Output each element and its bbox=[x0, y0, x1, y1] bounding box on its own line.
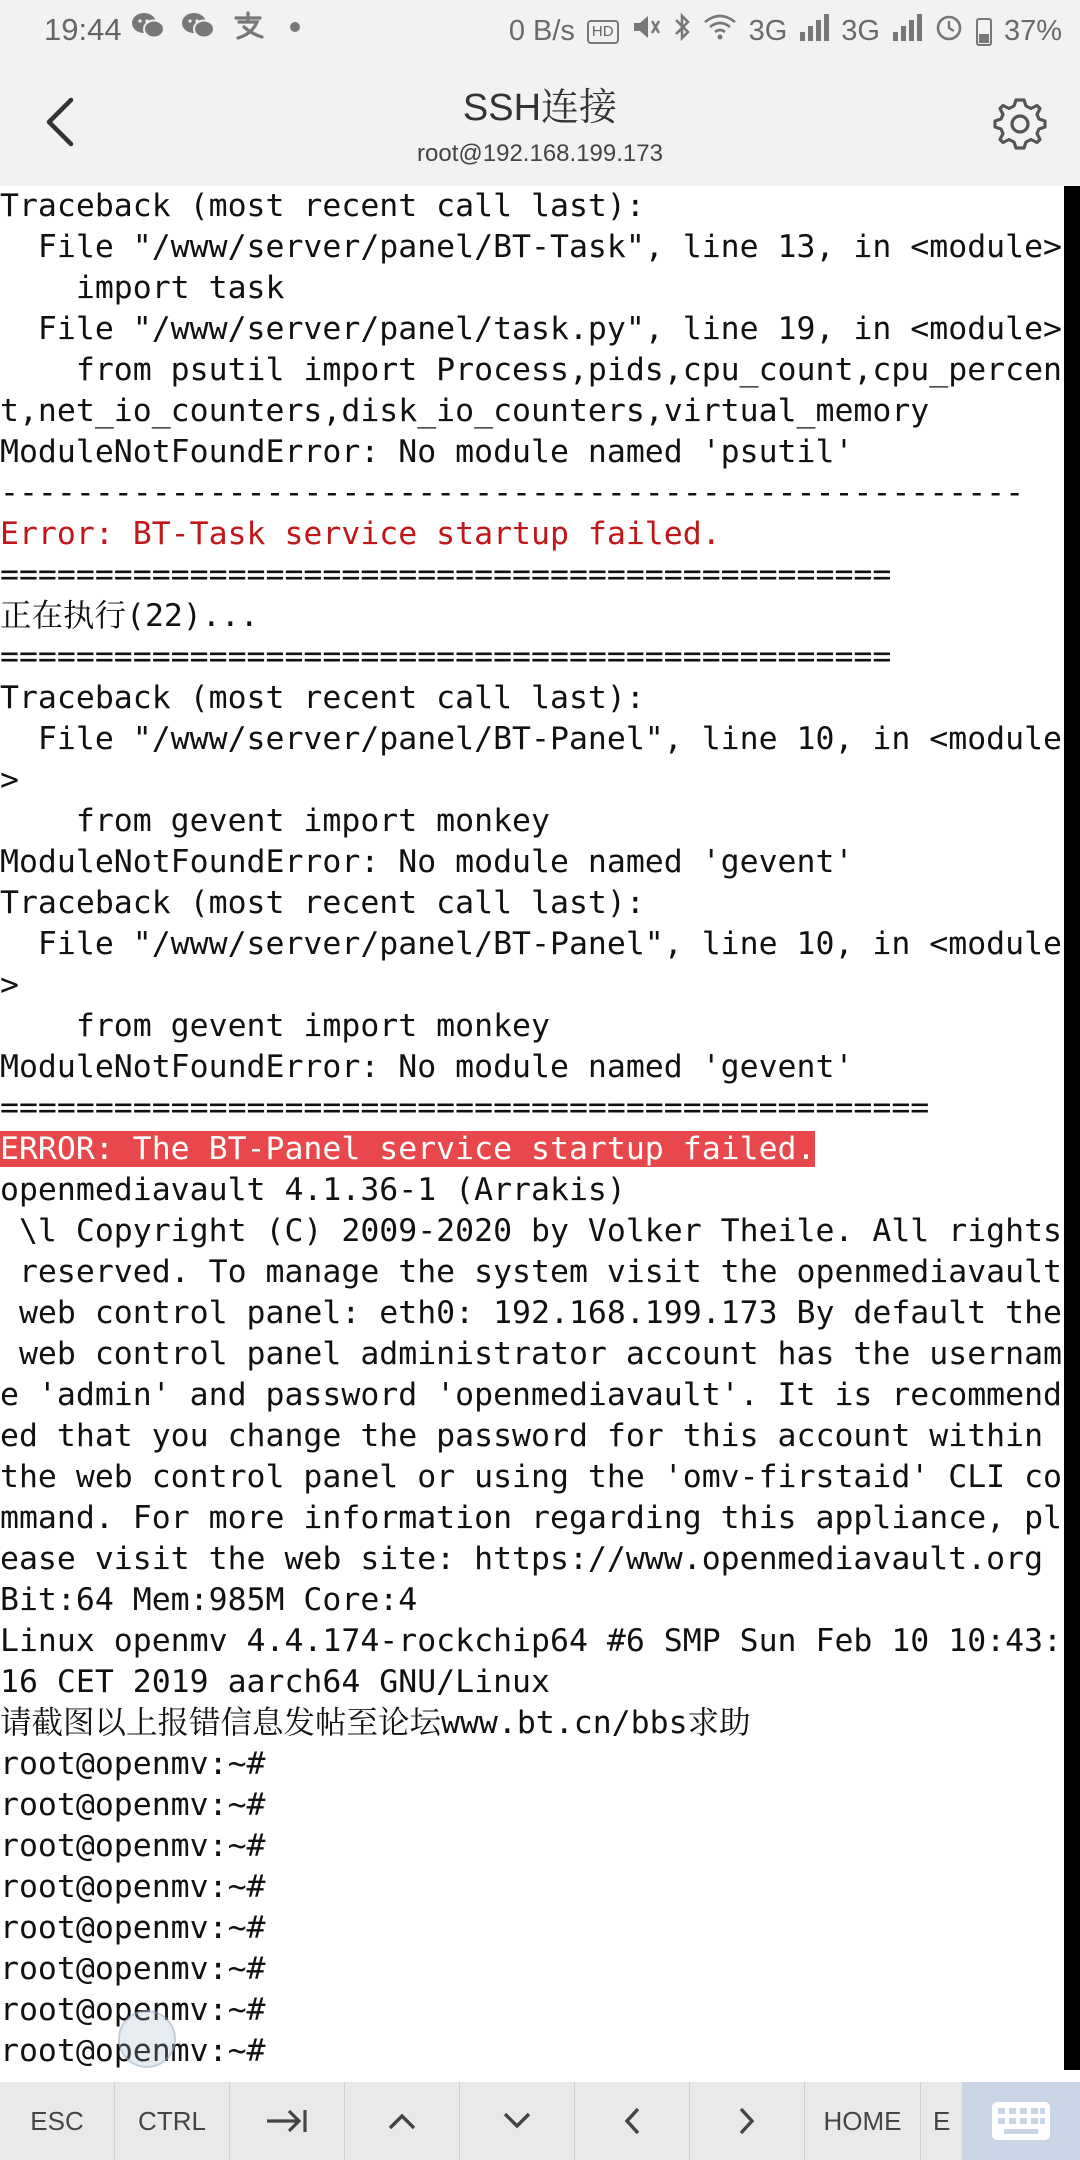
terminal-line bbox=[0, 391, 1064, 432]
terminal-line-text: reserved. To manage the system visit the openmediavault bbox=[0, 1254, 1063, 1290]
wechat-icon bbox=[130, 10, 166, 51]
signal-icon bbox=[892, 12, 922, 51]
terminal-line bbox=[0, 719, 1064, 760]
terminal-line bbox=[0, 1744, 1064, 1785]
bluetooth-icon bbox=[673, 12, 691, 51]
network-type-2: 3G bbox=[841, 15, 880, 47]
terminal-line bbox=[0, 473, 1064, 514]
terminal-line bbox=[0, 1293, 1064, 1334]
terminal-line-text: Error: BT-Task service startup failed. bbox=[0, 516, 721, 552]
terminal-error-line bbox=[0, 1129, 1064, 1170]
home-key[interactable] bbox=[805, 2082, 921, 2160]
terminal-line bbox=[0, 760, 1064, 801]
alarm-icon bbox=[934, 12, 964, 51]
status-bar bbox=[0, 0, 1080, 62]
terminal-line bbox=[0, 1088, 1064, 1129]
terminal-line bbox=[0, 1252, 1064, 1293]
terminal-line-text: ------------------------------------------------------ bbox=[0, 475, 1025, 511]
end-key[interactable] bbox=[921, 2082, 967, 2160]
terminal-line-text: mmand. For more information regarding this appliance, pl bbox=[0, 1500, 1063, 1536]
app-header bbox=[0, 62, 1080, 186]
terminal-line-text: from psutil import Process,pids,cpu_count,cpu_percen bbox=[0, 352, 1063, 388]
terminal-line bbox=[0, 801, 1064, 842]
gear-icon bbox=[991, 95, 1049, 153]
terminal-line bbox=[0, 924, 1064, 965]
terminal-line-text: 正在执行(22)... bbox=[0, 598, 259, 634]
terminal-line-text: =============================================== bbox=[0, 557, 892, 593]
battery-percent: 37% bbox=[1003, 15, 1062, 47]
chevron-up-icon bbox=[387, 2111, 417, 2131]
terminal-line-text: root@openmv:~# bbox=[0, 1746, 266, 1782]
terminal-line bbox=[0, 637, 1064, 678]
terminal-line-text: root@openmv:~# bbox=[0, 1828, 266, 1864]
system-indicators bbox=[509, 12, 1062, 51]
terminal-line bbox=[0, 186, 1064, 227]
ctrl-key-label: CTRL bbox=[138, 2105, 206, 2136]
terminal-line-text: web control panel administrator account has the usernam bbox=[0, 1336, 1063, 1372]
terminal-line-text: ed that you change the password for this account within bbox=[0, 1418, 1044, 1454]
terminal-line-text: import task bbox=[0, 270, 285, 306]
tab-arrow-icon bbox=[265, 2106, 309, 2136]
wechat-icon bbox=[180, 10, 216, 51]
terminal-line-text: web control panel: eth0: 192.168.199.173 By default the bbox=[0, 1295, 1063, 1331]
terminal-line-text: File "/www/server/panel/task.py", line 19, in <module> bbox=[0, 311, 1063, 347]
terminal-line bbox=[0, 1949, 1064, 1990]
terminal-line bbox=[0, 1170, 1064, 1211]
signal-icon bbox=[799, 12, 829, 51]
notification-icons bbox=[130, 10, 310, 51]
terminal-line bbox=[0, 1539, 1064, 1580]
terminal-line bbox=[0, 1662, 1064, 1703]
terminal-line-text: \l Copyright (C) 2009-2020 by Volker Theile. All rights bbox=[0, 1213, 1063, 1249]
terminal-line-text: ================================================= bbox=[0, 1090, 930, 1126]
network-type-1: 3G bbox=[748, 15, 788, 47]
terminal-line bbox=[0, 555, 1064, 596]
terminal-line bbox=[0, 1826, 1064, 1867]
terminal-line bbox=[0, 596, 1064, 637]
status-time: 19:44 bbox=[44, 12, 122, 47]
left-key[interactable] bbox=[575, 2082, 690, 2160]
terminal-line-text: t,net_io_counters,disk_io_counters,virtual_memory bbox=[0, 393, 930, 429]
terminal-line-text: =============================================== bbox=[0, 639, 892, 675]
chevron-left-icon bbox=[622, 2106, 642, 2136]
terminal-line bbox=[0, 678, 1064, 719]
terminal-line-text: openmediavault 4.1.36-1 (Arrakis) bbox=[0, 1172, 626, 1208]
terminal-line bbox=[0, 1047, 1064, 1088]
terminal-line-text: ModuleNotFoundError: No module named 'psutil' bbox=[0, 434, 854, 470]
connection-host: root@192.168.199.173 bbox=[417, 140, 663, 167]
terminal-line-text: 16 CET 2019 aarch64 GNU/Linux bbox=[0, 1664, 550, 1700]
terminal-line-text: Traceback (most recent call last): bbox=[0, 680, 645, 716]
terminal-line bbox=[0, 1785, 1064, 1826]
terminal-line-text: ease visit the web site: https://www.openmediavault.org bbox=[0, 1541, 1044, 1577]
esc-key[interactable] bbox=[0, 2082, 115, 2160]
hd-icon: HD bbox=[587, 20, 619, 44]
terminal-line bbox=[0, 1416, 1064, 1457]
terminal-line-text: File "/www/server/panel/BT-Panel", line 10, in <module bbox=[0, 721, 1063, 757]
keyboard-icon bbox=[990, 2100, 1052, 2142]
chevron-right-icon bbox=[737, 2106, 757, 2136]
tab-key[interactable] bbox=[230, 2082, 345, 2160]
up-key[interactable] bbox=[345, 2082, 460, 2160]
terminal-line-text: e 'admin' and password 'openmediavault'. It is recommend bbox=[0, 1377, 1063, 1413]
battery-icon bbox=[976, 18, 992, 46]
terminal-line-text: Bit:64 Mem:985M Core:4 bbox=[0, 1582, 418, 1618]
terminal-line bbox=[0, 1457, 1064, 1498]
terminal-line bbox=[0, 1375, 1064, 1416]
right-key[interactable] bbox=[690, 2082, 805, 2160]
touch-indicator bbox=[118, 2010, 176, 2068]
terminal-line-text: ERROR: The BT-Panel service startup failed. bbox=[0, 1131, 816, 1167]
net-speed: 0 B/s bbox=[508, 15, 575, 47]
terminal-line-text: root@openmv:~# bbox=[0, 1910, 266, 1946]
end-key-label: E bbox=[933, 2105, 951, 2136]
terminal-line-text: from gevent import monkey bbox=[0, 1008, 550, 1044]
terminal-line bbox=[0, 1908, 1064, 1949]
esc-key-label: ESC bbox=[30, 2105, 84, 2136]
chevron-down-icon bbox=[502, 2111, 532, 2131]
terminal-line bbox=[0, 1703, 1064, 1744]
terminal-line-text: Traceback (most recent call last): bbox=[0, 188, 645, 224]
terminal-line bbox=[0, 842, 1064, 883]
alipay-icon bbox=[230, 10, 266, 51]
ctrl-key[interactable] bbox=[115, 2082, 230, 2160]
terminal-line-text: root@openmv:~# bbox=[0, 1869, 266, 1905]
terminal-line-text: ModuleNotFoundError: No module named 'gevent' bbox=[0, 844, 854, 880]
terminal-line-text: from gevent import monkey bbox=[0, 803, 550, 839]
terminal-line bbox=[0, 1211, 1064, 1252]
mute-icon bbox=[631, 13, 661, 50]
terminal-line bbox=[0, 268, 1064, 309]
terminal-line bbox=[0, 1867, 1064, 1908]
terminal-line-text: File "/www/server/panel/BT-Task", line 13, in <module> bbox=[0, 229, 1063, 265]
terminal-line bbox=[0, 1621, 1064, 1662]
terminal-line-text: root@openmv:~# bbox=[0, 1951, 266, 1987]
special-keys-toolbar bbox=[0, 2082, 1080, 2160]
terminal-line-text: root@openmv:~# bbox=[0, 1992, 266, 2028]
terminal-line-text: File "/www/server/panel/BT-Panel", line 10, in <module bbox=[0, 926, 1063, 962]
terminal-line-text: root@openmv:~# bbox=[0, 2033, 266, 2069]
terminal-line-text: ModuleNotFoundError: No module named 'gevent' bbox=[0, 1049, 854, 1085]
terminal-line bbox=[0, 1498, 1064, 1539]
terminal-line bbox=[0, 1334, 1064, 1375]
terminal-line-text: Traceback (most recent call last): bbox=[0, 885, 645, 921]
settings-button[interactable] bbox=[988, 92, 1052, 156]
terminal-line bbox=[0, 883, 1064, 924]
down-key[interactable] bbox=[460, 2082, 575, 2160]
terminal-line bbox=[0, 309, 1064, 350]
page-title: SSH连接 bbox=[462, 87, 618, 129]
terminal-error-line bbox=[0, 514, 1064, 555]
keyboard-toggle-button[interactable] bbox=[962, 2082, 1080, 2160]
terminal-output[interactable] bbox=[0, 186, 1064, 2070]
terminal-line bbox=[0, 432, 1064, 473]
terminal-line-text: Linux openmv 4.4.174-rockchip64 #6 SMP Sun Feb 10 10:43: bbox=[0, 1623, 1063, 1659]
dot-icon bbox=[280, 10, 310, 51]
terminal-line bbox=[0, 227, 1064, 268]
terminal-line-text: > bbox=[0, 762, 19, 798]
terminal-line bbox=[0, 1580, 1064, 1621]
terminal-line-text: root@openmv:~# bbox=[0, 1787, 266, 1823]
terminal-line bbox=[0, 350, 1064, 391]
terminal-line bbox=[0, 965, 1064, 1006]
terminal-line-text: 请截图以上报错信息发帖至论坛www.bt.cn/bbs求助 bbox=[0, 1705, 751, 1741]
terminal-line-text: the web control panel or using the 'omv-firstaid' CLI co bbox=[0, 1459, 1063, 1495]
terminal-line-text: > bbox=[0, 967, 19, 1003]
wifi-icon bbox=[703, 13, 737, 50]
terminal-scrollbar[interactable] bbox=[1064, 186, 1080, 2070]
terminal-line bbox=[0, 1006, 1064, 1047]
home-key-label: HOME bbox=[823, 2105, 902, 2136]
